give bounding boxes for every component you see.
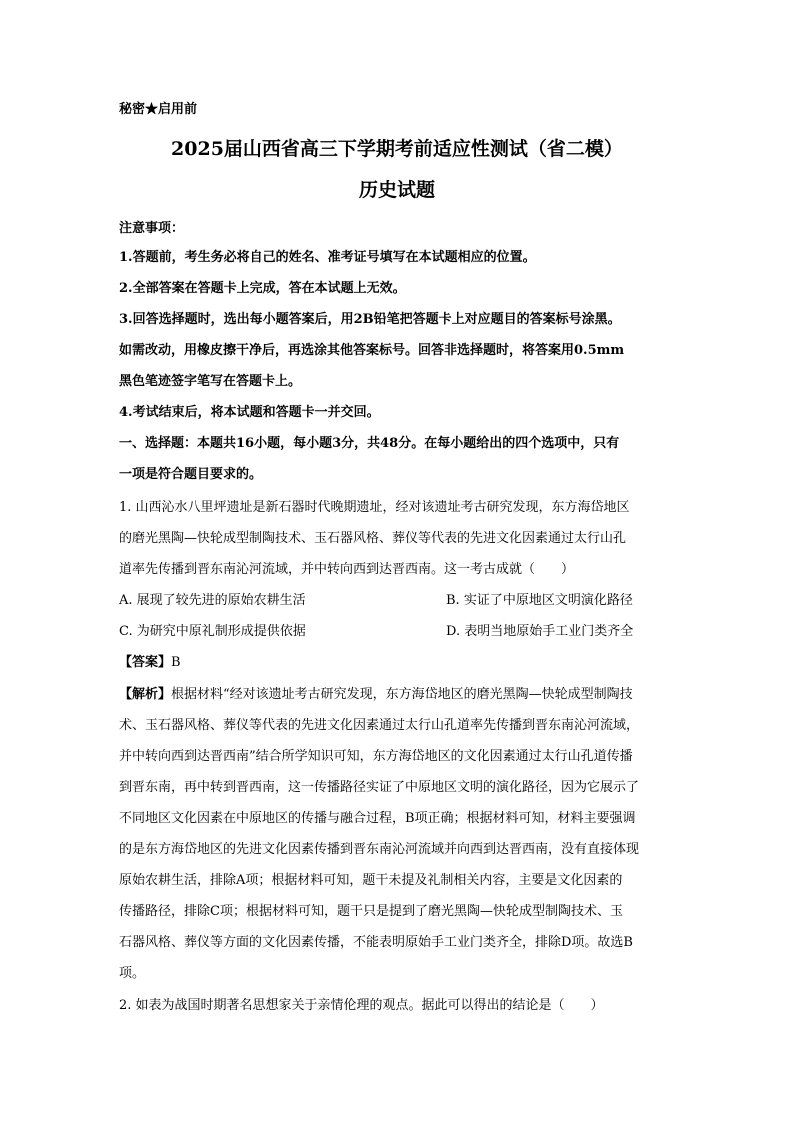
secret-label: 秘密★启用前 <box>119 102 198 117</box>
notice-item: 黑色笔迹签字笔写在答题卡上。 <box>119 374 302 389</box>
answer-label: 【答案】 <box>119 655 172 670</box>
question-1-stem: 的磨光黑陶—快轮成型制陶技术、玉石器风格、葬仪等代表的先进文化因素通过太行山孔 <box>119 531 627 546</box>
notice-heading: 注意事项： <box>119 221 185 236</box>
notice-item: 4.考试结束后，将本试题和答题卡一并交回。 <box>119 405 380 420</box>
question-1-stem: 道率先传播到晋东南沁河流域，并中转向西到达晋西南。这一考古成就（ ） <box>119 562 575 577</box>
analysis-text: 石器风格、葬仪等方面的文化因素传播，不能表明原始手工业门类齐全，排除D项。故选B <box>119 935 633 950</box>
notice-item: 2.全部答案在答题卡上完成，答在本试题上无效。 <box>119 281 406 296</box>
exam-subtitle: 历史试题 <box>358 179 435 201</box>
option-a: A. 展现了较先进的原始农耕生活 <box>119 593 306 608</box>
option-d: D. 表明当地原始手工业门类齐全 <box>446 624 634 639</box>
analysis-text: 到晋东南，再中转到晋西南，这一传播路径实证了中原地区文明的演化路径，因为它展示了 <box>119 780 640 795</box>
analysis-text: 根据材料“经对该遗址考古研究发现，东方海岱地区的磨光黑陶—快轮成型制陶技 <box>171 687 633 702</box>
analysis-label: 【解析】 <box>119 687 172 702</box>
analysis-text: 传播路径，排除C项；根据材料可知，题干只是提到了磨光黑陶—快轮成型制陶技术、玉 <box>119 904 623 919</box>
section-heading-cont: 一项是符合题目要求的。 <box>119 467 263 482</box>
exam-title: 2025届山西省高三下学期考前适应性测试（省二模） <box>171 138 623 160</box>
analysis-line <box>119 686 633 704</box>
notice-item: 1.答题前，考生务必将自己的姓名、准考证号填写在本试题相应的位置。 <box>119 250 536 265</box>
section-heading: 一、选择题：本题共16小题，每小题3分，共48分。在每小题给出的四个选项中，只有 <box>119 436 620 451</box>
analysis-text: 不同地区文化因素在中原地区的传播与融合过程，B项正确；根据材料可知，材料主要强调 <box>119 811 636 826</box>
analysis-text: 并中转向西到达晋西南”结合所学知识可知，东方海岱地区的文化因素通过太行山孔道传播 <box>119 749 633 764</box>
question-1-stem: 1. 山西沁水八里坪遗址是新石器时代晚期遗址，经对该遗址考古研究发现，东方海岱地区 <box>119 500 630 515</box>
option-b: B. 实证了中原地区文明演化路径 <box>446 593 633 608</box>
answer-line <box>119 654 181 672</box>
option-c: C. 为研究中原礼制形成提供依据 <box>119 624 306 639</box>
analysis-text: 原始农耕生活，排除A项；根据材料可知，题干未提及礼制相关内容，主要是文化因素的 <box>119 873 623 888</box>
answer-value: B <box>171 655 181 670</box>
notice-item: 如需改动，用橡皮擦干净后，再选涂其他答案标号。回答非选择题时，将答案用0.5mm <box>119 343 625 358</box>
analysis-text: 的是东方海岱地区的先进文化因素传播到晋东南沁河流域并向西到达晋西南，没有直接体现 <box>119 842 640 857</box>
notice-item: 3.回答选择题时，选出每小题答案后，用2B铅笔把答题卡上对应题目的答案标号涂黑。 <box>119 312 621 327</box>
analysis-text: 项。 <box>119 966 146 981</box>
analysis-text: 术、玉石器风格、葬仪等代表的先进文化因素通过太行山孔道率先传播到晋东南沁河流域， <box>119 718 640 733</box>
question-2-stem: 2. 如表为战国时期著名思想家关于亲情伦理的观点。据此可以得出的结论是（ ） <box>119 998 604 1013</box>
